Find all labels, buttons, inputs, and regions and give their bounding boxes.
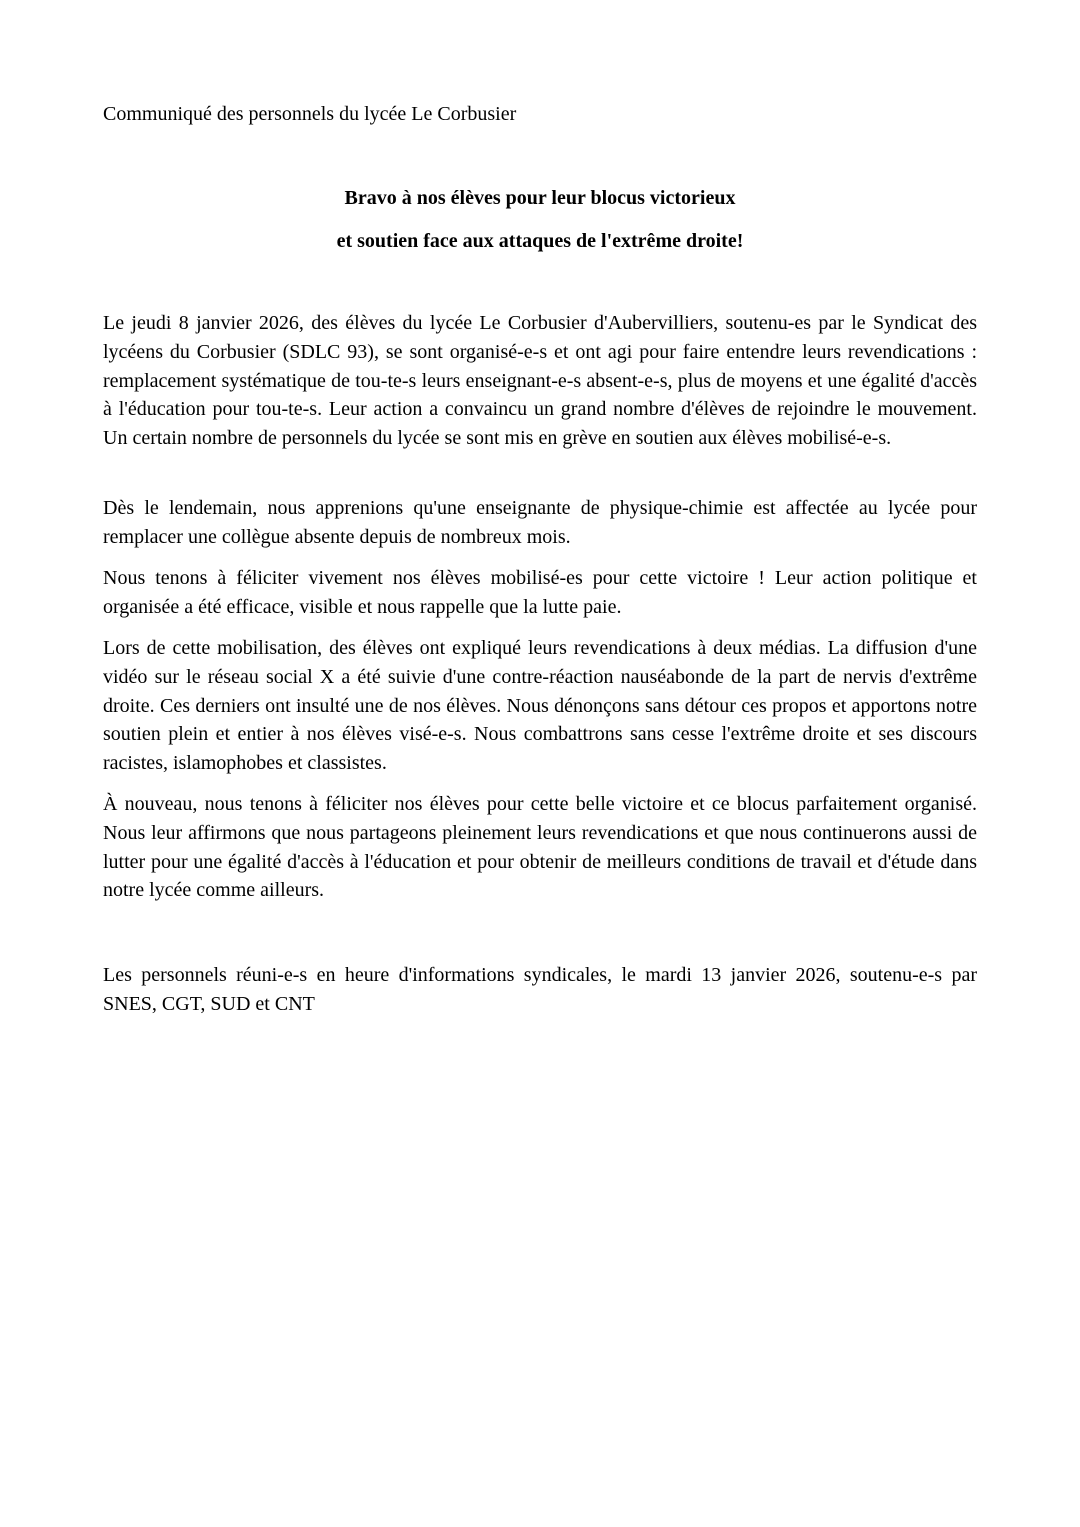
title-line-2: et soutien face aux attaques de l'extrême droite! <box>336 230 744 252</box>
paragraph-4: Lors de cette mobilisation, des élèves ont expliqué leurs revendications à deux médias. La diffusion d'une vidéo sur le réseau social X a été suivie d'une contre-réaction nauséabonde de la part de nervis d'extrême droite. Ces derniers ont insulté une de nos élèves. Nous dénonçons sans détour ces propos et apportons notre soutien plein et entier à nos élèves visé-e-s. Nous combattrons sans cesse l'extrême droite et ses discours racistes, islamophobes et classistes. <box>103 637 977 775</box>
paragraph-3: Nous tenons à féliciter vivement nos élèves mobilisé-es pour cette victoire ! Leur action politique et organisée a été efficace, visible et nous rappelle que la lutte paie. <box>103 567 977 618</box>
paragraph-5: À nouveau, nous tenons à féliciter nos élèves pour cette belle victoire et ce blocus parfaitement organisé. Nous leur affirmons que nous partageons pleinement leurs revendications et que nous continuerons aussi de lutter pour une égalité d'accès à l'éducation et pour obtenir de meilleurs conditions de travail et d'étude dans notre lycée comme ailleurs. <box>103 793 977 902</box>
title-line-1: Bravo à nos élèves pour leur blocus victorieux <box>344 187 736 209</box>
paragraph-2: Dès le lendemain, nous apprenions qu'une enseignante de physique-chimie est affectée au lycée pour remplacer une collègue absente depuis de nombreux mois. <box>103 497 977 548</box>
communique-header: Communiqué des personnels du lycée Le Corbusier <box>103 103 517 125</box>
signature-block: Les personnels réuni-e-s en heure d'informations syndicales, le mardi 13 janvier 2026, soutenu-e-s par SNES, CGT, SUD et CNT <box>103 964 977 1015</box>
paragraph-1: Le jeudi 8 janvier 2026, des élèves du lycée Le Corbusier d'Aubervilliers, soutenu-es par le Syndicat des lycéens du Corbusier (SDLC 93), se sont organisé-e-s et ont agi pour faire entendre leurs revendications : remplacement systématique de tou-te-s leurs enseignant-e-s absent-e-s, plus de moyens et une égalité d'accès à l'éducation pour tou-te-s. Leur action a convaincu un grand nombre d'élèves de rejoindre le mouvement. Un certain nombre de personnels du lycée se sont mis en grève en soutien aux élèves mobilisé-e-s. <box>103 312 977 450</box>
